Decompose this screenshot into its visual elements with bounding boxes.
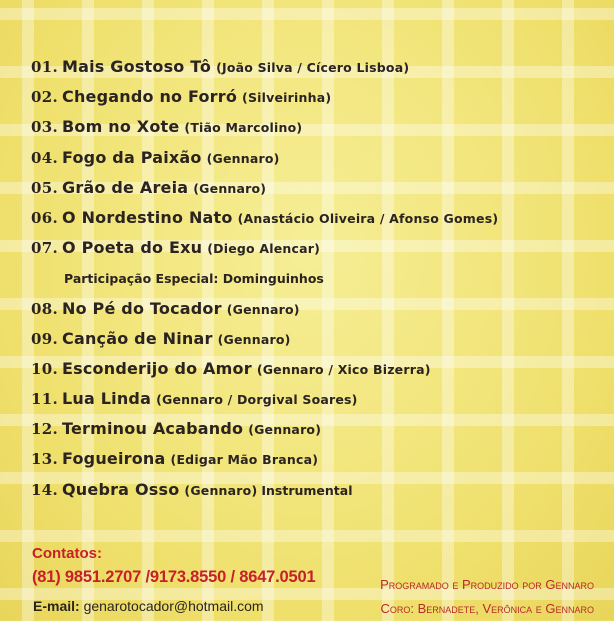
track-title: Esconderijo do Amor — [62, 358, 252, 378]
track-item — [31, 233, 498, 263]
track-credit: (Gennaro) — [206, 150, 280, 166]
track-title: O Poeta do Exu — [62, 238, 203, 258]
track-credit: (Gennaro) — [193, 180, 267, 196]
track-list — [31, 52, 498, 505]
track-item — [31, 203, 498, 233]
track-title: Terminou Acabando — [62, 419, 244, 439]
track-credit: (Edigar Mão Branca) — [170, 452, 319, 468]
track-item — [31, 384, 498, 414]
track-number: 06. — [31, 208, 58, 227]
track-credit: (Gennaro / Dorgival Soares) — [156, 392, 358, 408]
track-item — [31, 173, 498, 203]
track-credit: (Diego Alencar) — [207, 241, 321, 257]
track-number: 07. — [31, 239, 58, 258]
choir-line: Coro: Bernadete, Verônica e Gennaro — [380, 601, 594, 616]
phone-numbers: (81) 9851.2707 /9173.8550 / 8647.0501 — [32, 568, 316, 586]
email-label: E-mail: — [33, 598, 80, 614]
track-item — [31, 475, 498, 505]
track-credit: (Gennaro / Xico Bizerra) — [256, 361, 431, 377]
track-credit: (Anastácio Oliveira / Afonso Gomes) — [237, 210, 499, 226]
track-number: 13. — [31, 450, 58, 469]
track-participation: Participação Especial: Dominguinhos — [64, 271, 324, 287]
contacts-heading: Contatos: — [32, 545, 102, 562]
track-title: O Nordestino Nato — [62, 207, 233, 227]
track-title: Grão de Areia — [62, 177, 189, 197]
track-title: Lua Linda — [62, 389, 152, 409]
track-title: Mais Gostoso Tô — [62, 57, 212, 76]
track-title: Fogo da Paixão — [62, 147, 202, 167]
email-line — [33, 598, 264, 614]
track-title: Bom no Xote — [62, 117, 180, 137]
track-number: 11. — [31, 390, 58, 409]
track-credit: (Gennaro) — [226, 301, 300, 317]
track-note — [31, 263, 498, 293]
track-title: No Pé do Tocador — [62, 298, 222, 318]
track-item — [31, 52, 498, 82]
track-number: 14. — [31, 480, 58, 499]
track-credit: (Gennaro) — [248, 422, 322, 438]
track-title: Quebra Osso — [62, 479, 180, 499]
track-credit: (Gennaro) — [184, 482, 258, 498]
track-credit: (Silveirinha) — [242, 90, 332, 106]
track-item — [31, 414, 498, 444]
track-extra: Instrumental — [261, 482, 353, 498]
production-line: Programado e Produzido por Gennaro — [380, 577, 594, 592]
track-number: 08. — [31, 299, 58, 318]
track-credit: (Gennaro) — [217, 331, 291, 347]
track-number: 10. — [31, 359, 58, 378]
track-number: 02. — [31, 88, 58, 107]
track-number: 01. — [31, 58, 58, 76]
track-title: Chegando no Forró — [62, 87, 238, 107]
track-number: 03. — [31, 118, 58, 137]
track-item — [31, 444, 498, 474]
track-item — [31, 143, 498, 173]
track-item — [31, 354, 498, 384]
track-title: Fogueirona — [62, 449, 166, 469]
track-item — [31, 112, 498, 142]
track-number: 09. — [31, 329, 58, 348]
track-number: 05. — [31, 178, 58, 197]
track-item — [31, 294, 498, 324]
track-credit: (Tião Marcolino) — [184, 120, 303, 136]
track-item — [31, 82, 498, 112]
track-credit: (João Silva / Cícero Lisboa) — [216, 60, 410, 75]
production-credits — [380, 573, 594, 621]
track-number: 12. — [31, 420, 58, 439]
email-address: genarotocador@hotmail.com — [83, 598, 264, 614]
track-number: 04. — [31, 148, 58, 167]
track-title: Canção de Ninar — [62, 328, 213, 348]
track-item — [31, 324, 498, 354]
